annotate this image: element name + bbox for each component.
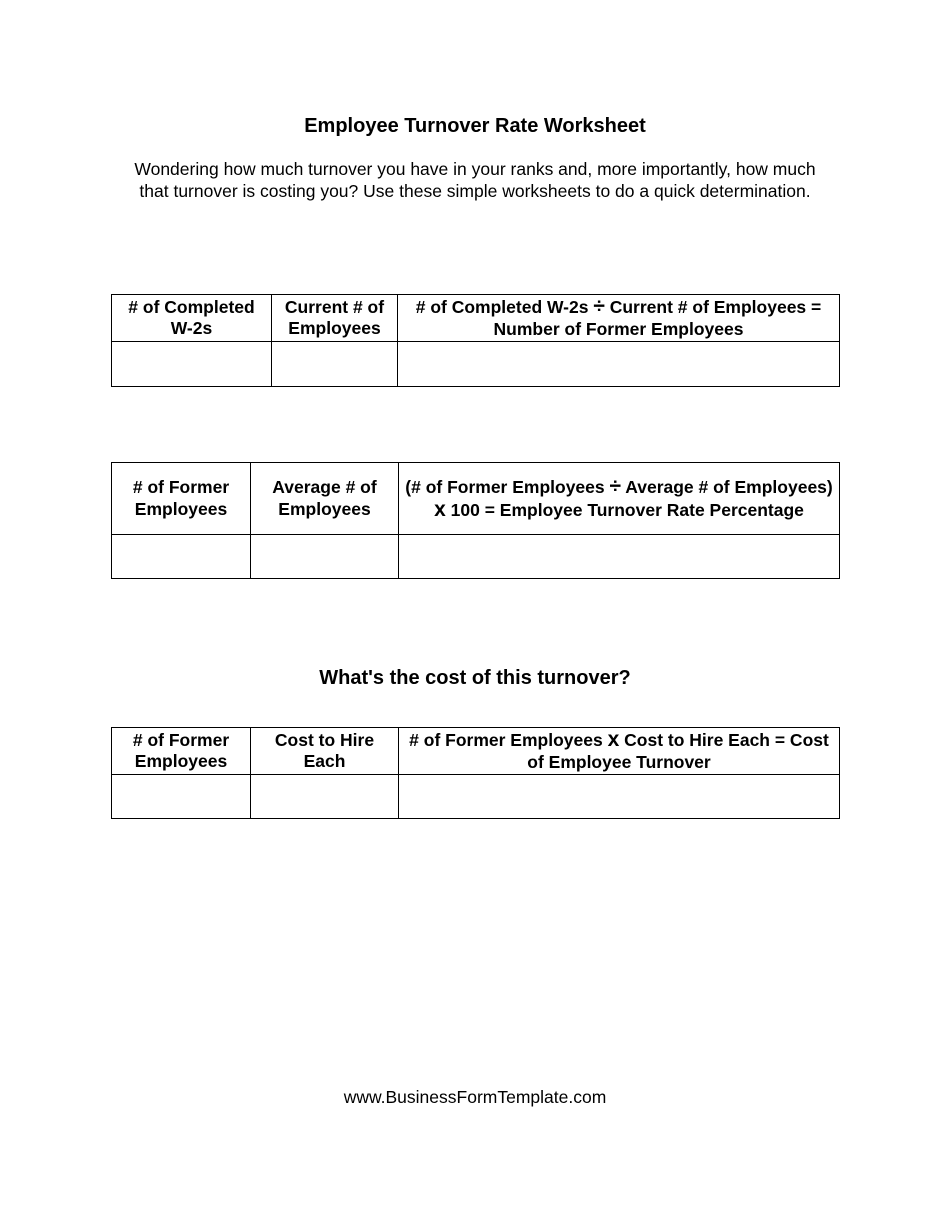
turnover-cost-table (111, 727, 840, 819)
formula-part: Cost to Hire Each = Cost of Employee Turnover (527, 730, 829, 772)
former-employees-input-cell[interactable] (112, 775, 251, 819)
formula-part: # of Former Employees (409, 730, 608, 750)
completed-w2s-input-cell[interactable] (112, 342, 272, 387)
multiply-operator: x (434, 497, 446, 521)
intro-paragraph: Wondering how much turnover you have in your ranks and, more importantly, how much that turnover is costing you? Use these simple worksheets to do a quick determination. (134, 159, 816, 201)
turnover-rate-result-cell[interactable] (399, 535, 840, 579)
former-employees-input-cell[interactable] (112, 535, 251, 579)
table-header-row (112, 728, 840, 775)
turnover-rate-table (111, 462, 840, 579)
current-employees-input-cell[interactable] (272, 342, 398, 387)
header-former-employees: # of Former Employees (112, 728, 251, 775)
multiply-operator: x (607, 728, 620, 751)
table-row (112, 342, 840, 387)
cost-to-hire-input-cell[interactable] (251, 775, 399, 819)
table-row (112, 535, 840, 579)
cost-section-title: What's the cost of this turnover? (319, 667, 631, 689)
header-current-employees: Current # of Employees (272, 295, 398, 342)
table-header-row (112, 295, 840, 342)
w2-worksheet-table (111, 294, 840, 387)
header-average-employees: Average # of Employees (251, 463, 399, 535)
formula-part: (# of Former Employees (405, 477, 610, 497)
divide-operator: ÷ (593, 295, 605, 318)
header-former-employees: # of Former Employees (112, 463, 251, 535)
header-cost-to-hire: Cost to Hire Each (251, 728, 399, 775)
footer-url: www.BusinessFormTemplate.com (343, 1087, 607, 1107)
header-former-employees-formula (398, 295, 840, 342)
turnover-cost-result-cell[interactable] (399, 775, 840, 819)
table-row (112, 775, 840, 819)
formula-part: # of Completed W-2s (415, 297, 594, 317)
formula-part: Average # of Employees) (621, 477, 833, 497)
formula-part: 100 = Employee Turnover Rate Percentage (445, 499, 804, 520)
formula-part: Current # of Employees = Number of Former Employees (493, 297, 822, 339)
divide-operator: ÷ (609, 475, 622, 498)
former-employees-result-cell[interactable] (398, 342, 840, 387)
header-completed-w2s: # of Completed W-2s (112, 295, 272, 342)
header-turnover-rate-formula (399, 463, 840, 535)
table-header-row (112, 463, 840, 535)
header-turnover-cost-formula (399, 728, 840, 775)
page-title: Employee Turnover Rate Worksheet (304, 115, 646, 137)
average-employees-input-cell[interactable] (251, 535, 399, 579)
